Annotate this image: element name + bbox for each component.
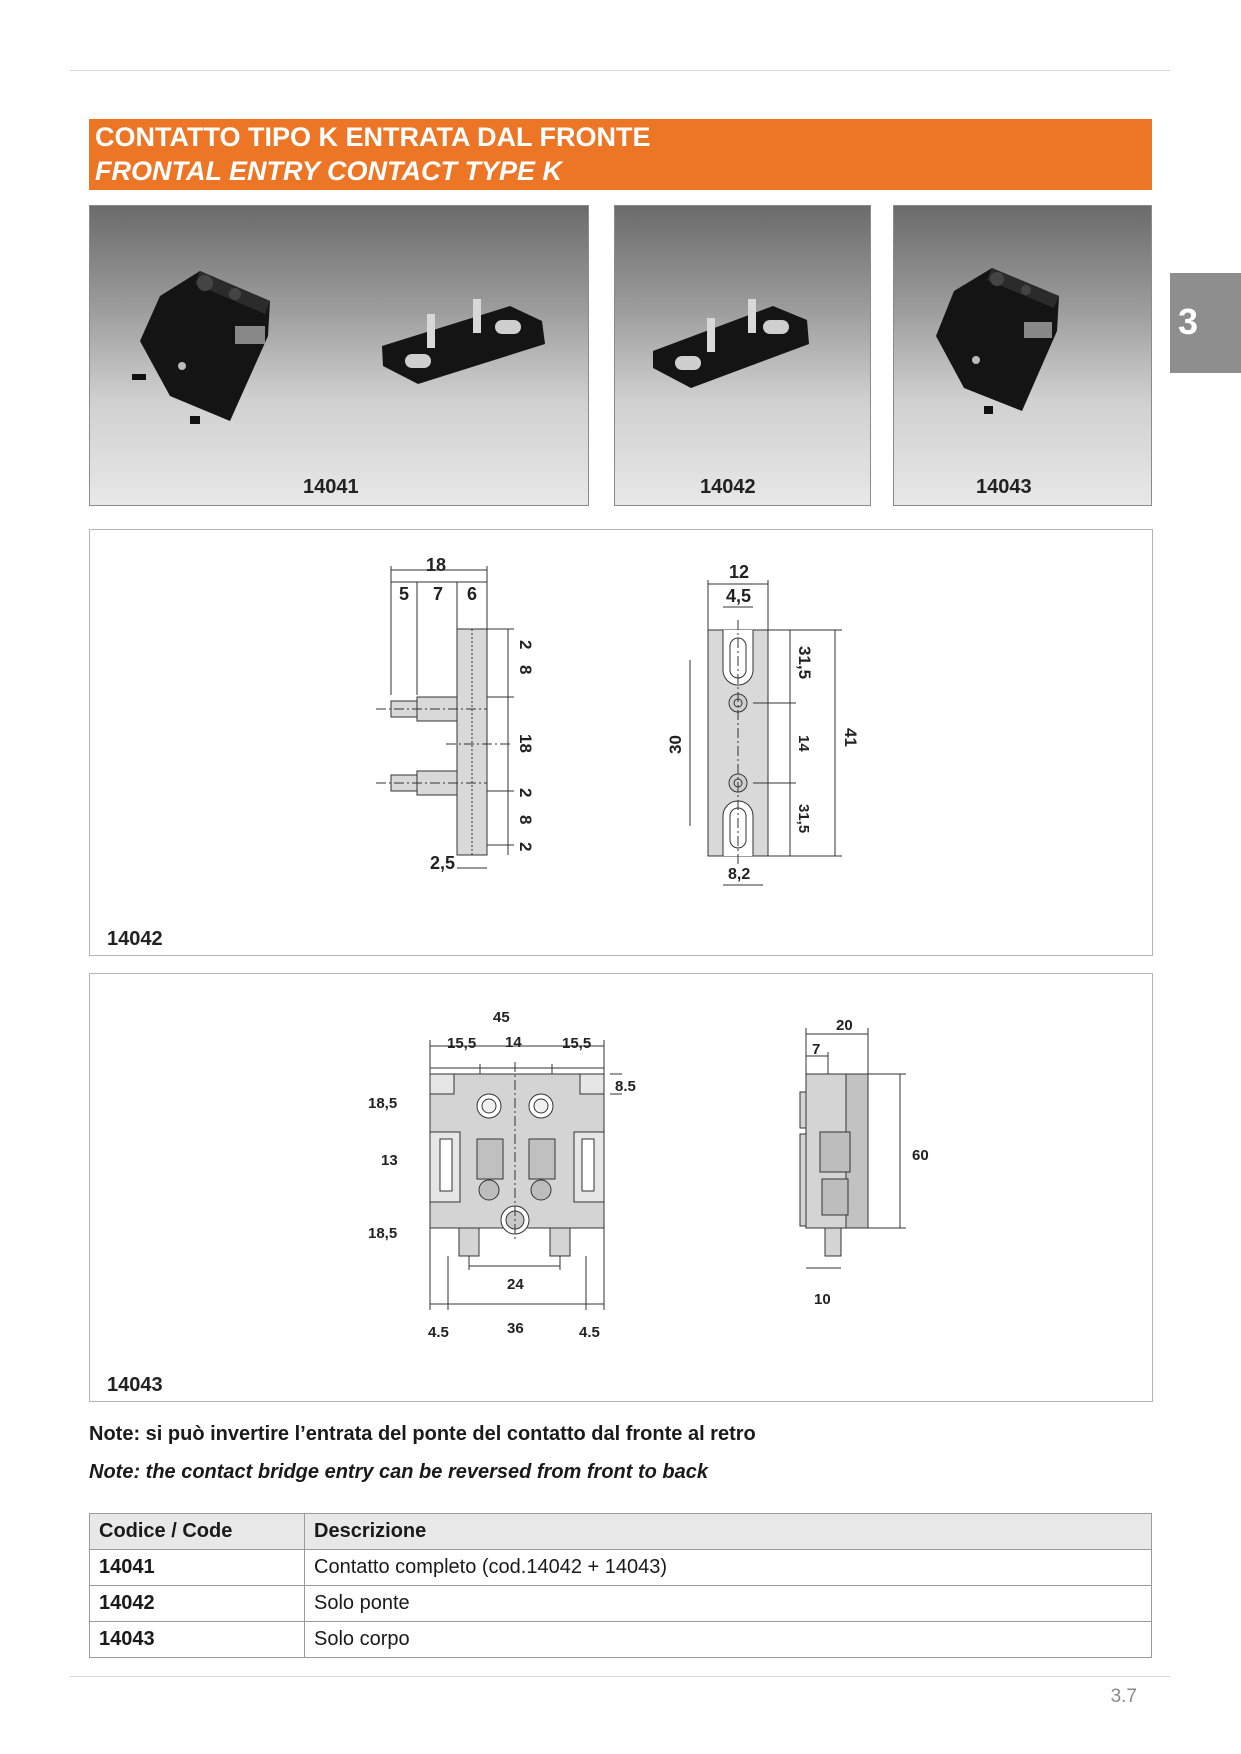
- dim-label: 2: [516, 788, 535, 798]
- dim-label: 2,5: [430, 853, 456, 873]
- photo-14041: [89, 205, 589, 506]
- dim-label: 7: [812, 1041, 821, 1058]
- photo-14042: [614, 205, 871, 506]
- section-title-it: CONTATTO TIPO K ENTRATA DAL FRONTE: [95, 122, 651, 152]
- dim-label: 18: [426, 555, 447, 575]
- bottom-rule: [70, 1676, 1170, 1677]
- dim-label: 4.5: [428, 1324, 449, 1341]
- drawing-code: 14042: [107, 928, 163, 950]
- bridge-image: [615, 206, 870, 505]
- chapter-number: 3: [1177, 301, 1199, 342]
- dim-label: 4,5: [726, 586, 752, 606]
- body-technical-drawing: [90, 974, 1152, 1401]
- dim-label: 12: [729, 562, 750, 582]
- code-table: [89, 1513, 1152, 1658]
- dim-label: 18,5: [368, 1225, 398, 1242]
- note-english: Note: the contact bridge entry can be reversed from front to back: [89, 1461, 709, 1483]
- dim-label: 15,5: [562, 1035, 592, 1052]
- table-row: [90, 1622, 1152, 1658]
- dim-label: 31,5: [795, 646, 814, 680]
- page-number: 3.7: [1110, 1686, 1137, 1707]
- dim-label: 45: [493, 1009, 510, 1026]
- row-code: 14041: [90, 1550, 305, 1586]
- row-description: Solo corpo: [305, 1622, 1152, 1658]
- row-description: Solo ponte: [305, 1586, 1152, 1622]
- row-code: 14043: [90, 1622, 305, 1658]
- row-description: Contatto completo (cod.14042 + 14043): [305, 1550, 1152, 1586]
- dim-label: 31,5: [795, 804, 812, 834]
- dim-label: 7: [433, 584, 444, 604]
- photo-code: 14043: [976, 476, 1032, 498]
- dim-label: 5: [399, 584, 410, 604]
- table-row: [90, 1550, 1152, 1586]
- photo-14043: [893, 205, 1152, 506]
- dim-label: 2: [516, 640, 535, 650]
- table-header-row: [90, 1514, 1152, 1550]
- dim-label: 41: [841, 728, 860, 747]
- top-rule: [70, 70, 1170, 71]
- dim-label: 18: [516, 734, 535, 753]
- dim-label: 6: [467, 584, 478, 604]
- section-header: [89, 119, 1152, 190]
- contact-complete-image: [90, 206, 588, 505]
- column-header-code: Codice / Code: [90, 1514, 305, 1550]
- bridge-technical-drawing: [90, 530, 1152, 955]
- contact-body-image: [894, 206, 1151, 505]
- note-italian: Note: si può invertire l’entrata del ponte del contatto dal fronte al retro: [89, 1423, 756, 1445]
- dim-label: 14: [505, 1034, 522, 1051]
- dim-label: 36: [507, 1320, 524, 1337]
- dim-label: 18,5: [368, 1095, 398, 1112]
- photo-code: 14042: [700, 476, 756, 498]
- dim-label: 2: [516, 842, 535, 852]
- section-title-en: FRONTAL ENTRY CONTACT TYPE K: [95, 156, 563, 186]
- column-header-description: Descrizione: [305, 1514, 1152, 1550]
- dim-label: 8: [516, 665, 535, 675]
- dim-label: 24: [507, 1276, 524, 1293]
- dim-label: 30: [666, 735, 685, 754]
- dim-label: 8: [516, 815, 535, 825]
- dim-label: 20: [836, 1017, 853, 1034]
- table-row: [90, 1586, 1152, 1622]
- dim-label: 60: [912, 1147, 929, 1164]
- dim-label: 8.5: [615, 1078, 636, 1095]
- dim-label: 10: [814, 1291, 831, 1308]
- chapter-tab[interactable]: [1170, 273, 1241, 373]
- drawing-panel-14042: [89, 529, 1153, 956]
- row-code: 14042: [90, 1586, 305, 1622]
- dim-label: 14: [795, 735, 812, 752]
- dim-label: 13: [381, 1152, 398, 1169]
- dim-label: 4.5: [579, 1324, 600, 1341]
- dim-label: 15,5: [447, 1035, 477, 1052]
- drawing-panel-14043: [89, 973, 1153, 1402]
- dim-label: 8,2: [728, 866, 751, 883]
- drawing-code: 14043: [107, 1374, 163, 1396]
- photo-code: 14041: [303, 476, 359, 498]
